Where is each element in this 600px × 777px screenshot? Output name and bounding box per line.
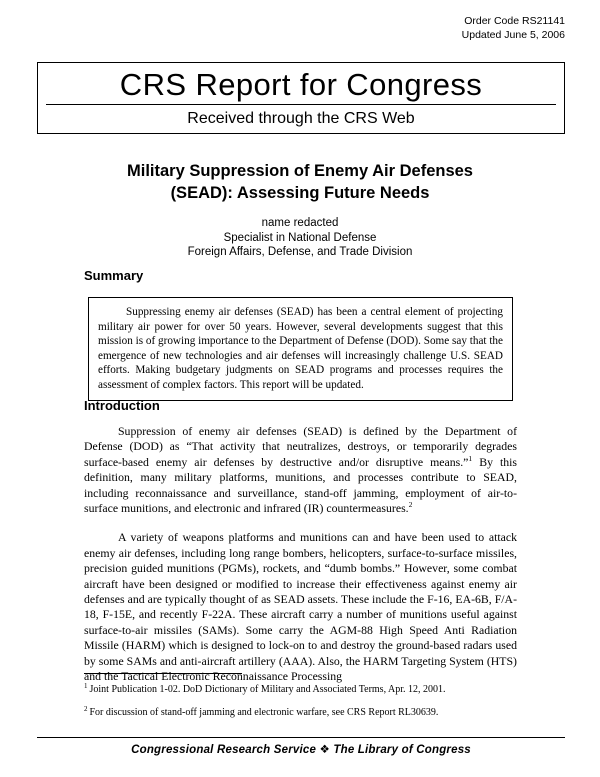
author-name: name redacted bbox=[261, 217, 339, 229]
footer-text: Congressional Research Service ❖ The Library of Congress bbox=[131, 744, 471, 756]
page-title-line-1: Military Suppression of Enemy Air Defenses bbox=[127, 162, 473, 180]
footnote-ref-2[interactable]: 2 bbox=[408, 500, 413, 510]
footer-divider bbox=[37, 737, 565, 738]
footnote-marker: 2 bbox=[84, 704, 88, 713]
order-code-block bbox=[462, 14, 565, 42]
footnote-marker: 1 bbox=[84, 681, 88, 690]
footnote-ref-1[interactable]: 1 bbox=[468, 453, 473, 463]
footnote-text: For discussion of stand-off jamming and electronic warfare, see CRS Report RL30639. bbox=[89, 707, 439, 718]
body-text bbox=[84, 424, 517, 699]
paragraph-2: A variety of weapons platforms and munitions can and have been used to attack enemy air defenses, including long range bombers, helicopters, surface-to-surface missiles, precision guided munitions (PGMs), rockets, and “dumb bombs.” However, some combat aircraft have been designed or modified to increase their effectiveness against enemy air defenses and are typically thought of as SEAD assets. These include the F-16, EA-6B, F/A-18, F-15E, and recently F-22A. These aircraft carry a number of munitions useful against surface-to-air missiles (SAMs). Some carry the AGM-88 High Speed Anti Radiation Missile (HARM) which is designed to lock-on to and destroy the ground-based radars used by some SAMs and anti-aircraft artillery (AAA). Also, the HARM Targeting System (HTS) and the Tactical Electronic Reconnaissance Processing bbox=[84, 530, 517, 684]
summary-text: Suppressing enemy air defenses (SEAD) has been a central element of projecting military air power for over 50 years. However, several developments suggest that this mission is of growing importance to the Department of Defense (DOD). Some say that the emergence of new technologies and air defenses will increasingly challenge U.S. SEAD efforts. Making budgetary judgments on SEAD programs and processes requires the assessment of complex factors. This report will be updated. bbox=[98, 306, 503, 391]
footnote-text: Joint Publication 1-02. DoD Dictionary of Military and Associated Terms, Apr. 12, 2001. bbox=[89, 684, 446, 695]
paragraph-1 bbox=[84, 424, 517, 516]
footnotes-block bbox=[84, 683, 517, 729]
page-title bbox=[60, 160, 540, 204]
masthead-subtitle: Received through the CRS Web bbox=[187, 110, 415, 127]
page-title-line-2: (SEAD): Assessing Future Needs bbox=[170, 184, 430, 202]
updated-date: Updated June 5, 2006 bbox=[461, 29, 565, 41]
footnote-separator bbox=[84, 673, 242, 674]
order-code: Order Code RS21141 bbox=[464, 15, 565, 27]
author-division: Foreign Affairs, Defense, and Trade Division bbox=[187, 246, 413, 258]
summary-box bbox=[88, 297, 513, 401]
footnote-item bbox=[84, 683, 517, 696]
paragraph-1-part-a: Suppression of enemy air defenses (SEAD) is defined by the Department of Defense (DOD) as “That activity that neutralizes, destroys, or temporarily degrades surface-based enemy air defenses by destructive and/or disruptive means.” bbox=[84, 424, 517, 469]
introduction-heading: Introduction bbox=[84, 398, 160, 413]
summary-heading: Summary bbox=[84, 268, 144, 283]
author-title: Specialist in National Defense bbox=[223, 231, 377, 244]
byline bbox=[60, 216, 540, 260]
masthead-title: CRS Report for Congress bbox=[119, 67, 483, 102]
paragraph-1-part-b: By this definition, many military platforms, munitions, and processes contribute to SEAD, including reconnaissance and surveillance, stand-off jamming, employment of air-to-surface munitions, and electronic and infrared (IR) countermeasures. bbox=[84, 454, 517, 516]
footnote-item bbox=[84, 706, 517, 719]
crs-masthead-box bbox=[37, 62, 565, 134]
